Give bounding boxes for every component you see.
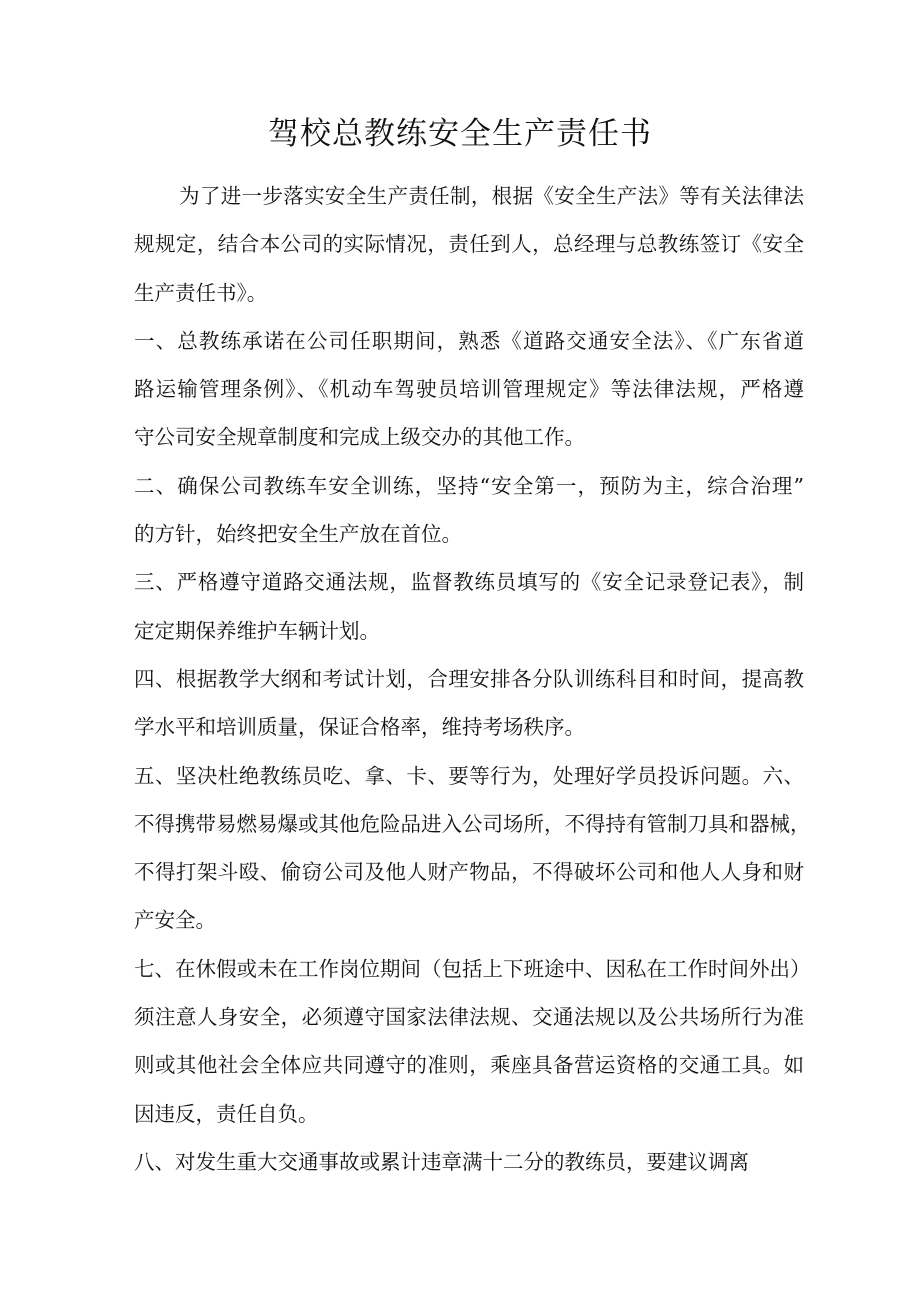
paragraph-line: 八、对发生重大交通事故或累计违章满十二分的教练员，要建议调离 <box>134 1149 749 1174</box>
paragraph-line: 一、总教练承诺在公司任职期间，熟悉《道路交通安全法》、《广东省道 <box>134 328 804 353</box>
paragraph-line: 四、根据教学大纲和考试计划，合理安排各分队训练科目和时间，提高教 <box>134 666 804 691</box>
paragraph-line: 不得打架斗殴、偷窃公司及他人财产物品，不得破坏公司和他人人身和财 <box>134 860 804 885</box>
paragraph-line: 产安全。 <box>134 908 216 933</box>
paragraph-line: 五、坚决杜绝教练员吃、拿、卡、要等行为，处理好学员投诉问题。六、 <box>134 763 804 788</box>
paragraph-line: 的方针，始终把安全生产放在首位。 <box>134 522 462 547</box>
paragraph-line: 三、严格遵守道路交通法规，监督教练员填写的《安全记录登记表》，制 <box>134 570 804 595</box>
paragraph-line: 不得携带易燃易爆或其他危险品进入公司场所，不得持有管制刀具和器械， <box>134 811 811 836</box>
paragraph-line: 为了进一步落实安全生产责任制，根据《安全生产法》等有关法律法 <box>179 184 804 208</box>
paragraph-line: 须注意人身安全，必须遵守国家法律法规、交通法规以及公共场所行为准 <box>134 1005 804 1030</box>
document-title: 驾校总教练安全生产责任书 <box>268 116 652 152</box>
paragraph-line: 规规定，结合本公司的实际情况，责任到人，总经理与总教练签订《安全 <box>134 232 804 257</box>
paragraph-line: 守公司安全规章制度和完成上级交办的其他工作。 <box>134 425 585 450</box>
paragraph-line: 路运输管理条例》、《机动车驾驶员培训管理规定》等法律法规，严格遵 <box>134 377 804 402</box>
document-body <box>134 172 811 1186</box>
paragraph-line: 学水平和培训质量，保证合格率，维持考场秩序。 <box>134 715 585 740</box>
paragraph-line: 因违反，责任自负。 <box>134 1101 319 1126</box>
paragraph-line: 则或其他社会全体应共同遵守的准则，乘座具备营运资格的交通工具。如 <box>134 1053 804 1078</box>
paragraph-line: 定定期保养维护车辆计划。 <box>134 618 380 643</box>
paragraph-line: 七、在休假或未在工作岗位期间（包括上下班途中、因私在工作时间外出） <box>134 956 811 981</box>
paragraph-line: 生产责任书》。 <box>134 280 268 305</box>
paragraph-line: 二、确保公司教练车安全训练，坚持“安全第一，预防为主，综合治理” <box>134 473 804 498</box>
